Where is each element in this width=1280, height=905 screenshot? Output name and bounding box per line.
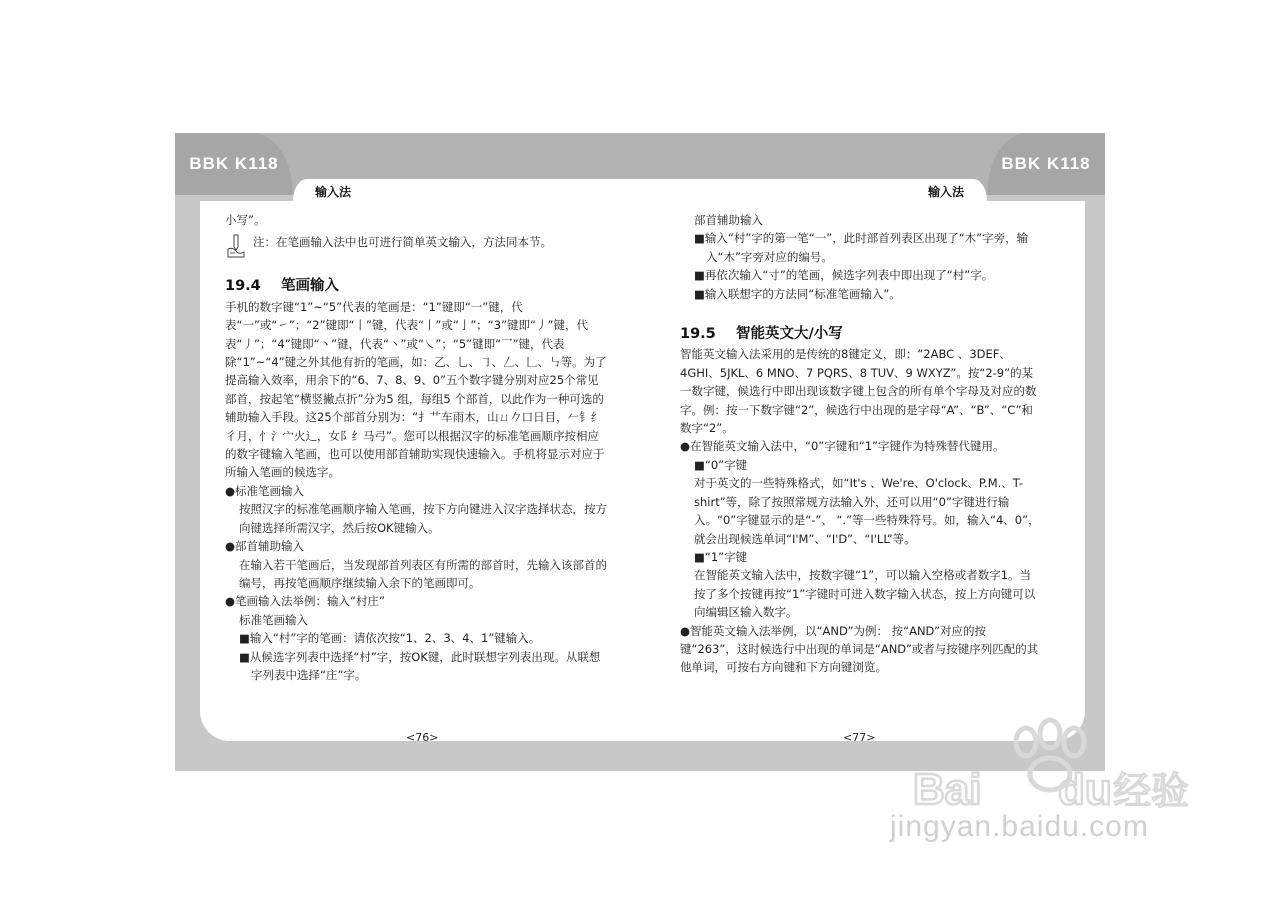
book-spread bbox=[175, 133, 1105, 771]
example-subheading: 标准笔画输入 bbox=[239, 612, 308, 627]
header-title-right: 输入法 bbox=[928, 185, 965, 199]
example-step-2: ■从候选字列表中选择“村”字，按OK键，此时联想字列表出现。从联想字列表中选择“庄”字。 bbox=[239, 649, 601, 682]
section-title: 笔画输入 bbox=[281, 278, 339, 295]
note-row bbox=[225, 233, 610, 259]
one-key-text: 在智能英文输入法中，按数字键“1”，可以输入空格或者数字1。当按了多个按键再按“1”字键时可进入数字输入状态，按上方向键可以向编辑区输入数字。 bbox=[694, 568, 1036, 620]
bullet-example: ●智能英文输入法举例，以“AND”为例： 按“AND”对应的按键“263”，这时候选行中出现的单词是“AND”或者与按键序列匹配的其他单词，可按右方向键和下方向键浏览。 bbox=[680, 623, 1039, 675]
example-step-1: ■输入“村”字的笔画：请依次按“1、2、3、4、1”键输入。 bbox=[239, 631, 541, 646]
brand-tab-right: BBK K118 bbox=[987, 133, 1105, 195]
page-left bbox=[200, 201, 645, 744]
bullet-standard-text: 按照汉字的标准笔画顺序输入笔画，按下方向键进入汉字选择状态，按方向键选择所需汉字，然后按OK键输入。 bbox=[239, 502, 607, 535]
bullet-radical: ●部首辅助输入 bbox=[225, 539, 305, 554]
zero-key-text: 对于英文的一些特殊格式，如“It's 、We're、O'clock、P.M.、T-shirt”等，除了按照常规方法输入外，还可以用“0”字键进行输入。“0”字键显示的是“-”、 “.”等一些特殊符号。如，输入“4、0”，就会出现候选单词“I'M”、“I'D”、“I'LL”等。 bbox=[694, 476, 1040, 546]
svg-text:经验: 经验 bbox=[1113, 769, 1190, 813]
pencil-note-icon bbox=[225, 233, 247, 259]
section-heading-19-4 bbox=[225, 277, 610, 295]
header-right bbox=[645, 133, 1105, 199]
radical-subheading: 部首辅助输入 bbox=[694, 213, 763, 227]
page-right bbox=[645, 201, 1085, 744]
page-right-content bbox=[680, 211, 1040, 677]
brand-tab-left: BBK K118 bbox=[175, 133, 293, 195]
top-line: 小写”。 bbox=[225, 213, 266, 227]
section-number: 19.4 bbox=[225, 278, 261, 295]
bullet-special-keys: ●在智能英文输入法中，“0”字键和“1”字键作为特殊替代键用。 bbox=[680, 439, 1005, 454]
page-number-right: <77> bbox=[843, 731, 876, 744]
paragraph: 手机的数字键“1”~“5”代表的笔画是：“1”键即“一”键，代表“一”或“㇀”；“2”键即“丨”键，代表“丨”或“亅”；“3”键即“丿”键，代表“丿”；“4”键即“丶”键，代表“丶”或“㇏”；“5”键即“乛”键，代表除“1”~“4”键之外其他有折的笔画，如：乙、乚、㇆、𠃋、𠃊、㇉等。为了提高输入效率，用余下的“6、7、8、9、0”五个数字键分别对应25个常见部首，按起笔“横竖撇点折”分为5 组，每组5 个部首，以此作为一种可选的辅助输入手段。这25个部首分别为：“扌艹车雨木，山ㄩ𠂊口日目，𠂉钅纟彳月，忄氵宀火辶，女阝纟马弓”。您可以根据汉字的标准笔画顺序按相应的数字键输入笔画，也可以使用部首辅助实现快速输入。手机将显示对应于所输入笔画的候选字。 bbox=[225, 299, 607, 480]
section-number: 19.5 bbox=[680, 326, 716, 343]
bullet-radical-text: 在输入若干笔画后，当发现部首列表区有所需的部首时，先输入该部首的编号，再按笔画顺序继续输入余下的笔画即可。 bbox=[239, 557, 607, 590]
radical-step-2: ■再依次输入“寸”的笔画，候选字列表中即出现了“村”字。 bbox=[694, 268, 994, 283]
section-title: 智能英文大/小写 bbox=[736, 326, 843, 343]
svg-text:du: du bbox=[1058, 765, 1112, 814]
header-left bbox=[175, 133, 645, 199]
header-title-left: 输入法 bbox=[315, 185, 352, 199]
one-key-heading: ■“1”字键 bbox=[694, 549, 748, 564]
radical-step-3: ■输入联想字的方法同“标准笔画输入”。 bbox=[694, 286, 901, 301]
page-number-left: <76> bbox=[406, 731, 439, 744]
paragraph: 智能英文输入法采用的是传统的8键定义，即：“2ABC 、3DEF、4GHI、5JKL、6 MNO、7 PQRS、8 TUV、9 WXYZ”。按“2-9”的某一数字键，候选行中即出现该数字键上包含的所有单个字母及对应的数字。例：按一下数字键“2”，候选行中出现的是字母“A”、“B”、“C”和数字“2”。 bbox=[680, 347, 1037, 436]
bullet-example: ●笔画输入法举例：输入“村庄” bbox=[225, 594, 385, 609]
note-text: 注：在笔画输入法中也可进行简单英文输入，方法同本节。 bbox=[253, 235, 552, 250]
watermark-url: jingyan.baidu.com bbox=[890, 810, 1149, 843]
section-heading-19-5 bbox=[680, 325, 1040, 343]
radical-step-1: ■输入“村”字的第一笔“一”，此时部首列表区出现了“木”字旁，输入“木”字旁对应的编号。 bbox=[694, 231, 1029, 264]
svg-text:Bai: Bai bbox=[913, 765, 982, 814]
page-left-content bbox=[225, 211, 610, 684]
zero-key-heading: ■“0”字键 bbox=[694, 457, 748, 472]
bullet-standard: ●标准笔画输入 bbox=[225, 483, 305, 498]
